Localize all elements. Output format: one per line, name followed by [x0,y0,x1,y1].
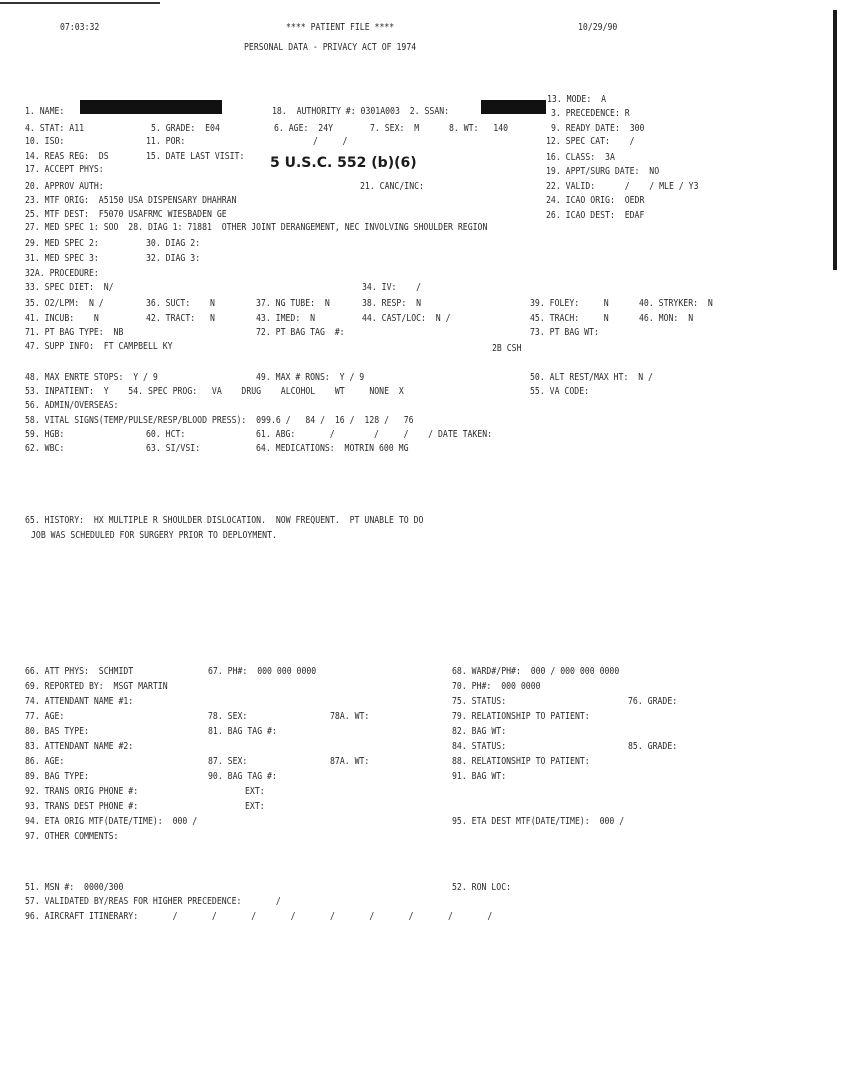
form-field-l17: 16. CLASS: 3A [546,152,615,163]
form-field-l65: 65. HISTORY: HX MULTIPLE R SHOULDER DISLOCATION. NOW FREQUENT. PT UNABLE TO DO [25,515,424,526]
redaction-name [80,100,222,114]
form-field-l33: 33. SPEC DIET: N/ [25,282,114,293]
form-field-l99: 51. MSN #: 0000/300 [25,882,124,893]
form-field-l02: 1. NAME: [25,106,65,117]
form-field-l100: 52. RON LOC: [452,882,512,893]
form-field-l85: 86. AGE: [25,756,65,767]
form-field-l30: 31. MED SPEC 3: [25,253,99,264]
form-field-l46: 46. MON: N [639,313,694,324]
form-field-l91: 91. BAG WT: [452,771,507,782]
form-field-l15: 14. REAS REG: DS [25,151,109,162]
form-field-l24: 24. ICAO ORIG: OEDR [546,195,645,206]
form-field-l36: 36. SUCT: N [146,298,215,309]
redaction-ssan [481,100,546,114]
form-field-l42: 42. TRACT: N [146,313,215,324]
form-field-l81: 82. BAG WT: [452,726,507,737]
scan-artifact [0,2,160,4]
form-field-l73: 75. STATUS: [452,696,507,707]
form-field-l32: 32A. PROCEDURE: [25,268,99,279]
form-field-l78: 79. RELATIONSHIP TO PATIENT: [452,711,590,722]
form-field-l52: 48. MAX ENRTE STOPS: Y / 9 [25,372,158,383]
form-field-l03: 18. AUTHORITY #: 0301A003 2. SSAN: [272,106,450,117]
form-field-l89: 89. BAG TYPE: [25,771,89,782]
form-field-l51: 2B CSH [492,343,522,354]
form-field-l34: 34. IV: / [362,282,422,293]
form-field-l05: 4. STAT: A11 [25,123,85,134]
form-field-l98: 97. OTHER COMMENTS: [25,831,119,842]
header-time: 07:03:32 [60,22,100,33]
form-field-l01: 13. MODE: A [547,94,607,105]
header-date: 10/29/90 [578,22,618,33]
form-field-l47: 71. PT BAG TYPE: NB [25,327,124,338]
form-field-l04: 3. PRECEDENCE: R [551,108,630,119]
scan-edge [833,10,837,270]
form-field-l39: 39. FOLEY: N [530,298,609,309]
form-field-l79: 80. BAS TYPE: [25,726,89,737]
form-field-l43: 43. IMED: N [256,313,316,324]
header-subtitle: PERSONAL DATA - PRIVACY ACT OF 1974 [244,42,417,53]
form-field-l80: 81. BAG TAG #: [208,726,277,737]
form-field-l10: 9. READY DATE: 300 [551,123,645,134]
form-field-l55: 53. INPATIENT: Y 54. SPEC PROG: VA DRUG ALCOHOL WT NONE X [25,386,404,397]
form-field-l72: 74. ATTENDANT NAME #1: [25,696,134,707]
form-field-l97: 95. ETA DEST MTF(DATE/TIME): 000 / [452,816,625,827]
form-field-l54: 50. ALT REST/MAX HT: N / [530,372,653,383]
form-field-l37: 37. NG TUBE: N [256,298,330,309]
form-field-l71: 70. PH#: 000 0000 [452,681,541,692]
form-field-l82: 83. ATTENDANT NAME #2: [25,741,134,752]
form-field-l31: 32. DIAG 3: [146,253,201,264]
form-field-l12: 11. POR: [146,136,186,147]
form-field-l44: 44. CAST/LOC: N / [362,313,451,324]
form-field-l14: 12. SPEC CAT: / [546,136,635,147]
form-field-l59: 59. HGB: [25,429,65,440]
form-field-l45: 45. TRACH: N [530,313,609,324]
form-field-l11: 10. ISO: [25,136,65,147]
form-field-l61: 61. ABG: / / / / DATE TAKEN: [256,429,493,440]
form-field-l67: 66. ATT PHYS: SCHMIDT [25,666,134,677]
form-field-l68: 67. PH#: 000 000 0000 [208,666,317,677]
form-field-l06: 5. GRADE: E04 [151,123,220,134]
form-field-l102: 96. AIRCRAFT ITINERARY: / / / / / / / / / [25,911,493,922]
form-field-l50: 47. SUPP INFO: FT CAMPBELL KY [25,341,173,352]
form-field-l92: 92. TRANS ORIG PHONE #: [25,786,139,797]
privacy-exemption-stamp: 5 U.S.C. 552 (b)(6) [270,155,417,171]
form-field-l13: / / [313,136,348,147]
form-field-l29: 30. DIAG 2: [146,238,201,249]
form-field-l53: 49. MAX # RONS: Y / 9 [256,372,365,383]
form-field-l22: 22. VALID: / / MLE / Y3 [546,181,699,192]
form-field-l16: 15. DATE LAST VISIT: [146,151,245,162]
form-field-l21: 21. CANC/INC: [360,181,424,192]
form-field-l62: 62. WBC: [25,443,65,454]
form-field-l38: 38. RESP: N [362,298,422,309]
form-field-l75: 77. AGE: [25,711,65,722]
form-field-l84: 85. GRADE: [628,741,678,752]
form-field-l60: 60. HCT: [146,429,186,440]
form-field-l56: 55. VA CODE: [530,386,590,397]
form-field-l28: 29. MED SPEC 2: [25,238,99,249]
form-field-l64: 64. MEDICATIONS: MOTRIN 600 MG [256,443,409,454]
form-field-l20: 20. APPROV AUTH: [25,181,104,192]
form-field-l48: 72. PT BAG TAG #: [256,327,345,338]
form-field-l87: 87A. WT: [330,756,370,767]
form-field-l94: 93. TRANS DEST PHONE #: [25,801,139,812]
form-field-l70: 69. REPORTED BY: MSGT MARTIN [25,681,168,692]
form-field-l40: 40. STRYKER: N [639,298,713,309]
header-title: **** PATIENT FILE **** [286,22,395,33]
form-field-l23: 23. MTF ORIG: A5150 USA DISPENSARY DHAHRAN [25,195,237,206]
form-field-l63: 63. SI/VSI: [146,443,201,454]
form-field-l08: 7. SEX: M [370,123,420,134]
form-field-l88: 88. RELATIONSHIP TO PATIENT: [452,756,590,767]
form-field-l09: 8. WT: 140 [449,123,509,134]
form-field-l86: 87. SEX: [208,756,248,767]
form-field-l26: 26. ICAO DEST: EDAF [546,210,645,221]
form-field-l77: 78A. WT: [330,711,370,722]
form-field-l90: 90. BAG TAG #: [208,771,277,782]
form-field-l35: 35. O2/LPM: N / [25,298,104,309]
form-field-l66: JOB WAS SCHEDULED FOR SURGERY PRIOR TO DEPLOYMENT. [31,530,277,541]
form-field-l83: 84. STATUS: [452,741,507,752]
form-field-l101: 57. VALIDATED BY/REAS FOR HIGHER PRECEDENCE: / [25,896,281,907]
form-field-l07: 6. AGE: 24Y [274,123,334,134]
form-field-l76: 78. SEX: [208,711,248,722]
form-field-l69: 68. WARD#/PH#: 000 / 000 000 0000 [452,666,620,677]
form-field-l41: 41. INCUB: N [25,313,99,324]
form-field-l95: EXT: [245,801,265,812]
form-field-l96: 94. ETA ORIG MTF(DATE/TIME): 000 / [25,816,198,827]
form-field-l57: 56. ADMIN/OVERSEAS: [25,400,119,411]
form-field-l18: 17. ACCEPT PHYS: [25,164,104,175]
form-field-l49: 73. PT BAG WT: [530,327,599,338]
form-field-l19: 19. APPT/SURG DATE: NO [546,166,660,177]
form-field-l93: EXT: [245,786,265,797]
form-field-l74: 76. GRADE: [628,696,678,707]
form-field-l58: 58. VITAL SIGNS(TEMP/PULSE/RESP/BLOOD PRESS): 099.6 / 84 / 16 / 128 / 76 [25,415,414,426]
form-field-l27: 27. MED SPEC 1: SOO 28. DIAG 1: 71881 OTHER JOINT DERANGEMENT, NEC INVOLVING SHOULDER REGION [25,222,488,233]
form-field-l25: 25. MTF DEST: F5070 USAFRMC WIESBADEN GE [25,209,227,220]
